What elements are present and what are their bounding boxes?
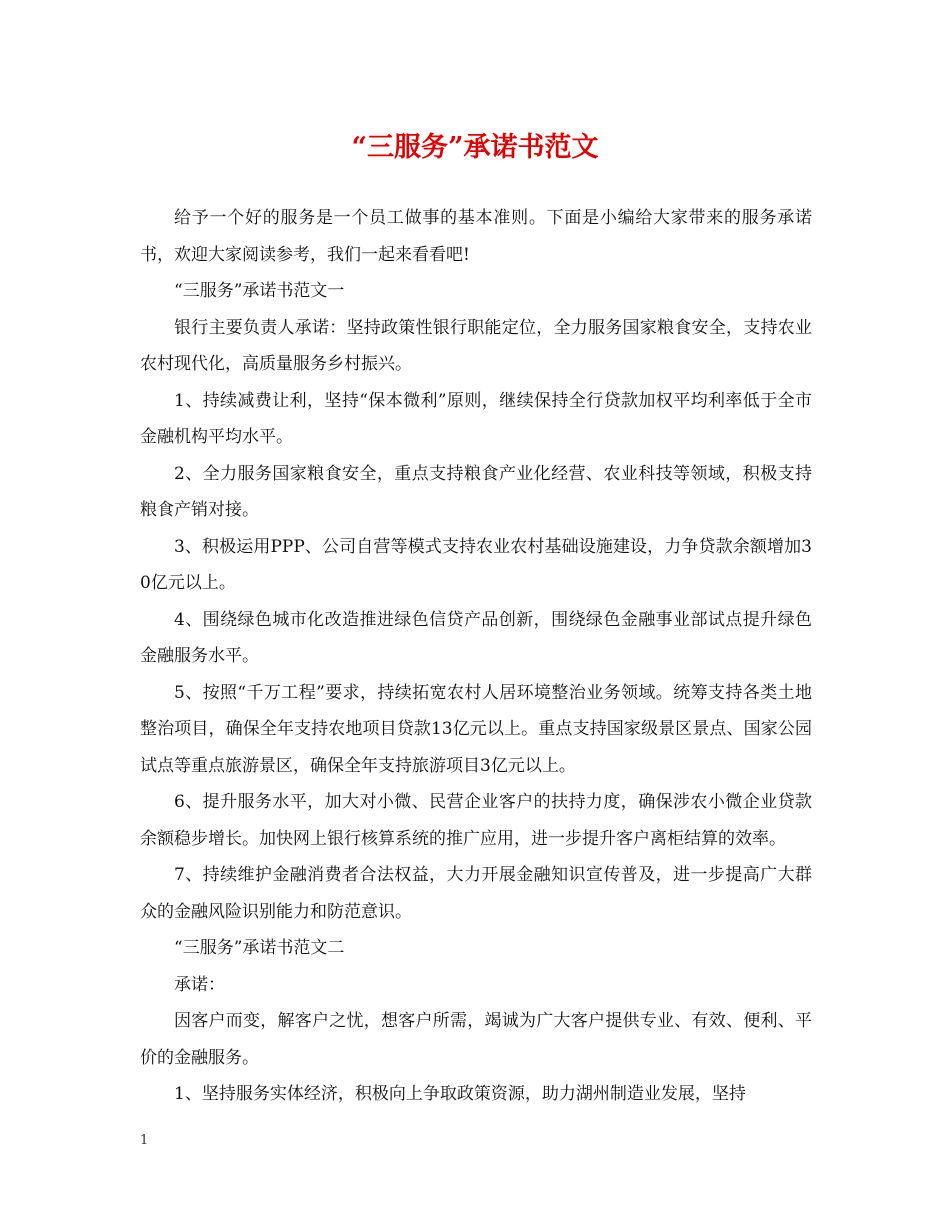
paragraph: 银行主要负责人承诺：坚持政策性银行职能定位，全力服务国家粮食安全，支持农业农村现代化，高质量服务乡村振兴。 [140,317,812,374]
paragraph: 承诺： [174,974,225,995]
list-item: 1、坚持服务实体经济，积极向上争取政策资源，助力湖州制造业发展，坚持 [174,1084,746,1104]
list-item: 7、持续维护金融消费者合法权益，大力开展金融知识宣传普及，进一步提高广大群众的金融风险识别能力和防范意识。 [140,865,812,922]
list-item: 4、围绕绿色城市化改造推进绿色信贷产品创新，围绕绿色金融事业部试点提升绿色金融服务水平。 [140,609,812,666]
section-heading-two: “三服务”承诺书范文二 [174,938,345,958]
list-item: 6、提升服务水平，加大对小微、民营企业客户的扶持力度，确保涉农小微企业贷款余额稳步增长。加快网上银行核算系统的推广应用，进一步提升客户离柜结算的效率。 [140,792,812,849]
list-item: 1、持续减费让利，坚持“保本微利”原则，继续保持全行贷款加权平均利率低于全市金融机构平均水平。 [140,390,812,447]
page-number: 1 [140,1133,149,1148]
list-item: 3、积极运用PPP、公司自营等模式支持农业农村基础设施建设，力争贷款余额增加30亿元以上。 [140,536,812,593]
list-item: 5、按照“千万工程”要求，持续拓宽农村人居环境整治业务领域。统筹支持各类土地整治项目，确保全年支持农地项目贷款13亿元以上。重点支持国家级景区景点、国家公园试点等重点旅游景区，确保全年支持旅游项目3亿元以上。 [140,682,812,776]
page-title: “三服务”承诺书范文 [351,132,599,163]
paragraph: 因客户而变，解客户之忧，想客户所需，竭诚为广大客户提供专业、有效、便利、平价的金融服务。 [140,1011,812,1068]
section-heading-one: “三服务”承诺书范文一 [174,281,345,301]
document-body [140,200,812,1113]
paragraph-intro: 给予一个好的服务是一个员工做事的基本准则。下面是小编给大家带来的服务承诺书，欢迎大家阅读参考，我们一起来看看吧! [140,208,812,265]
list-item: 2、全力服务国家粮食安全，重点支持粮食产业化经营、农业科技等领域，积极支持粮食产销对接。 [140,463,812,520]
